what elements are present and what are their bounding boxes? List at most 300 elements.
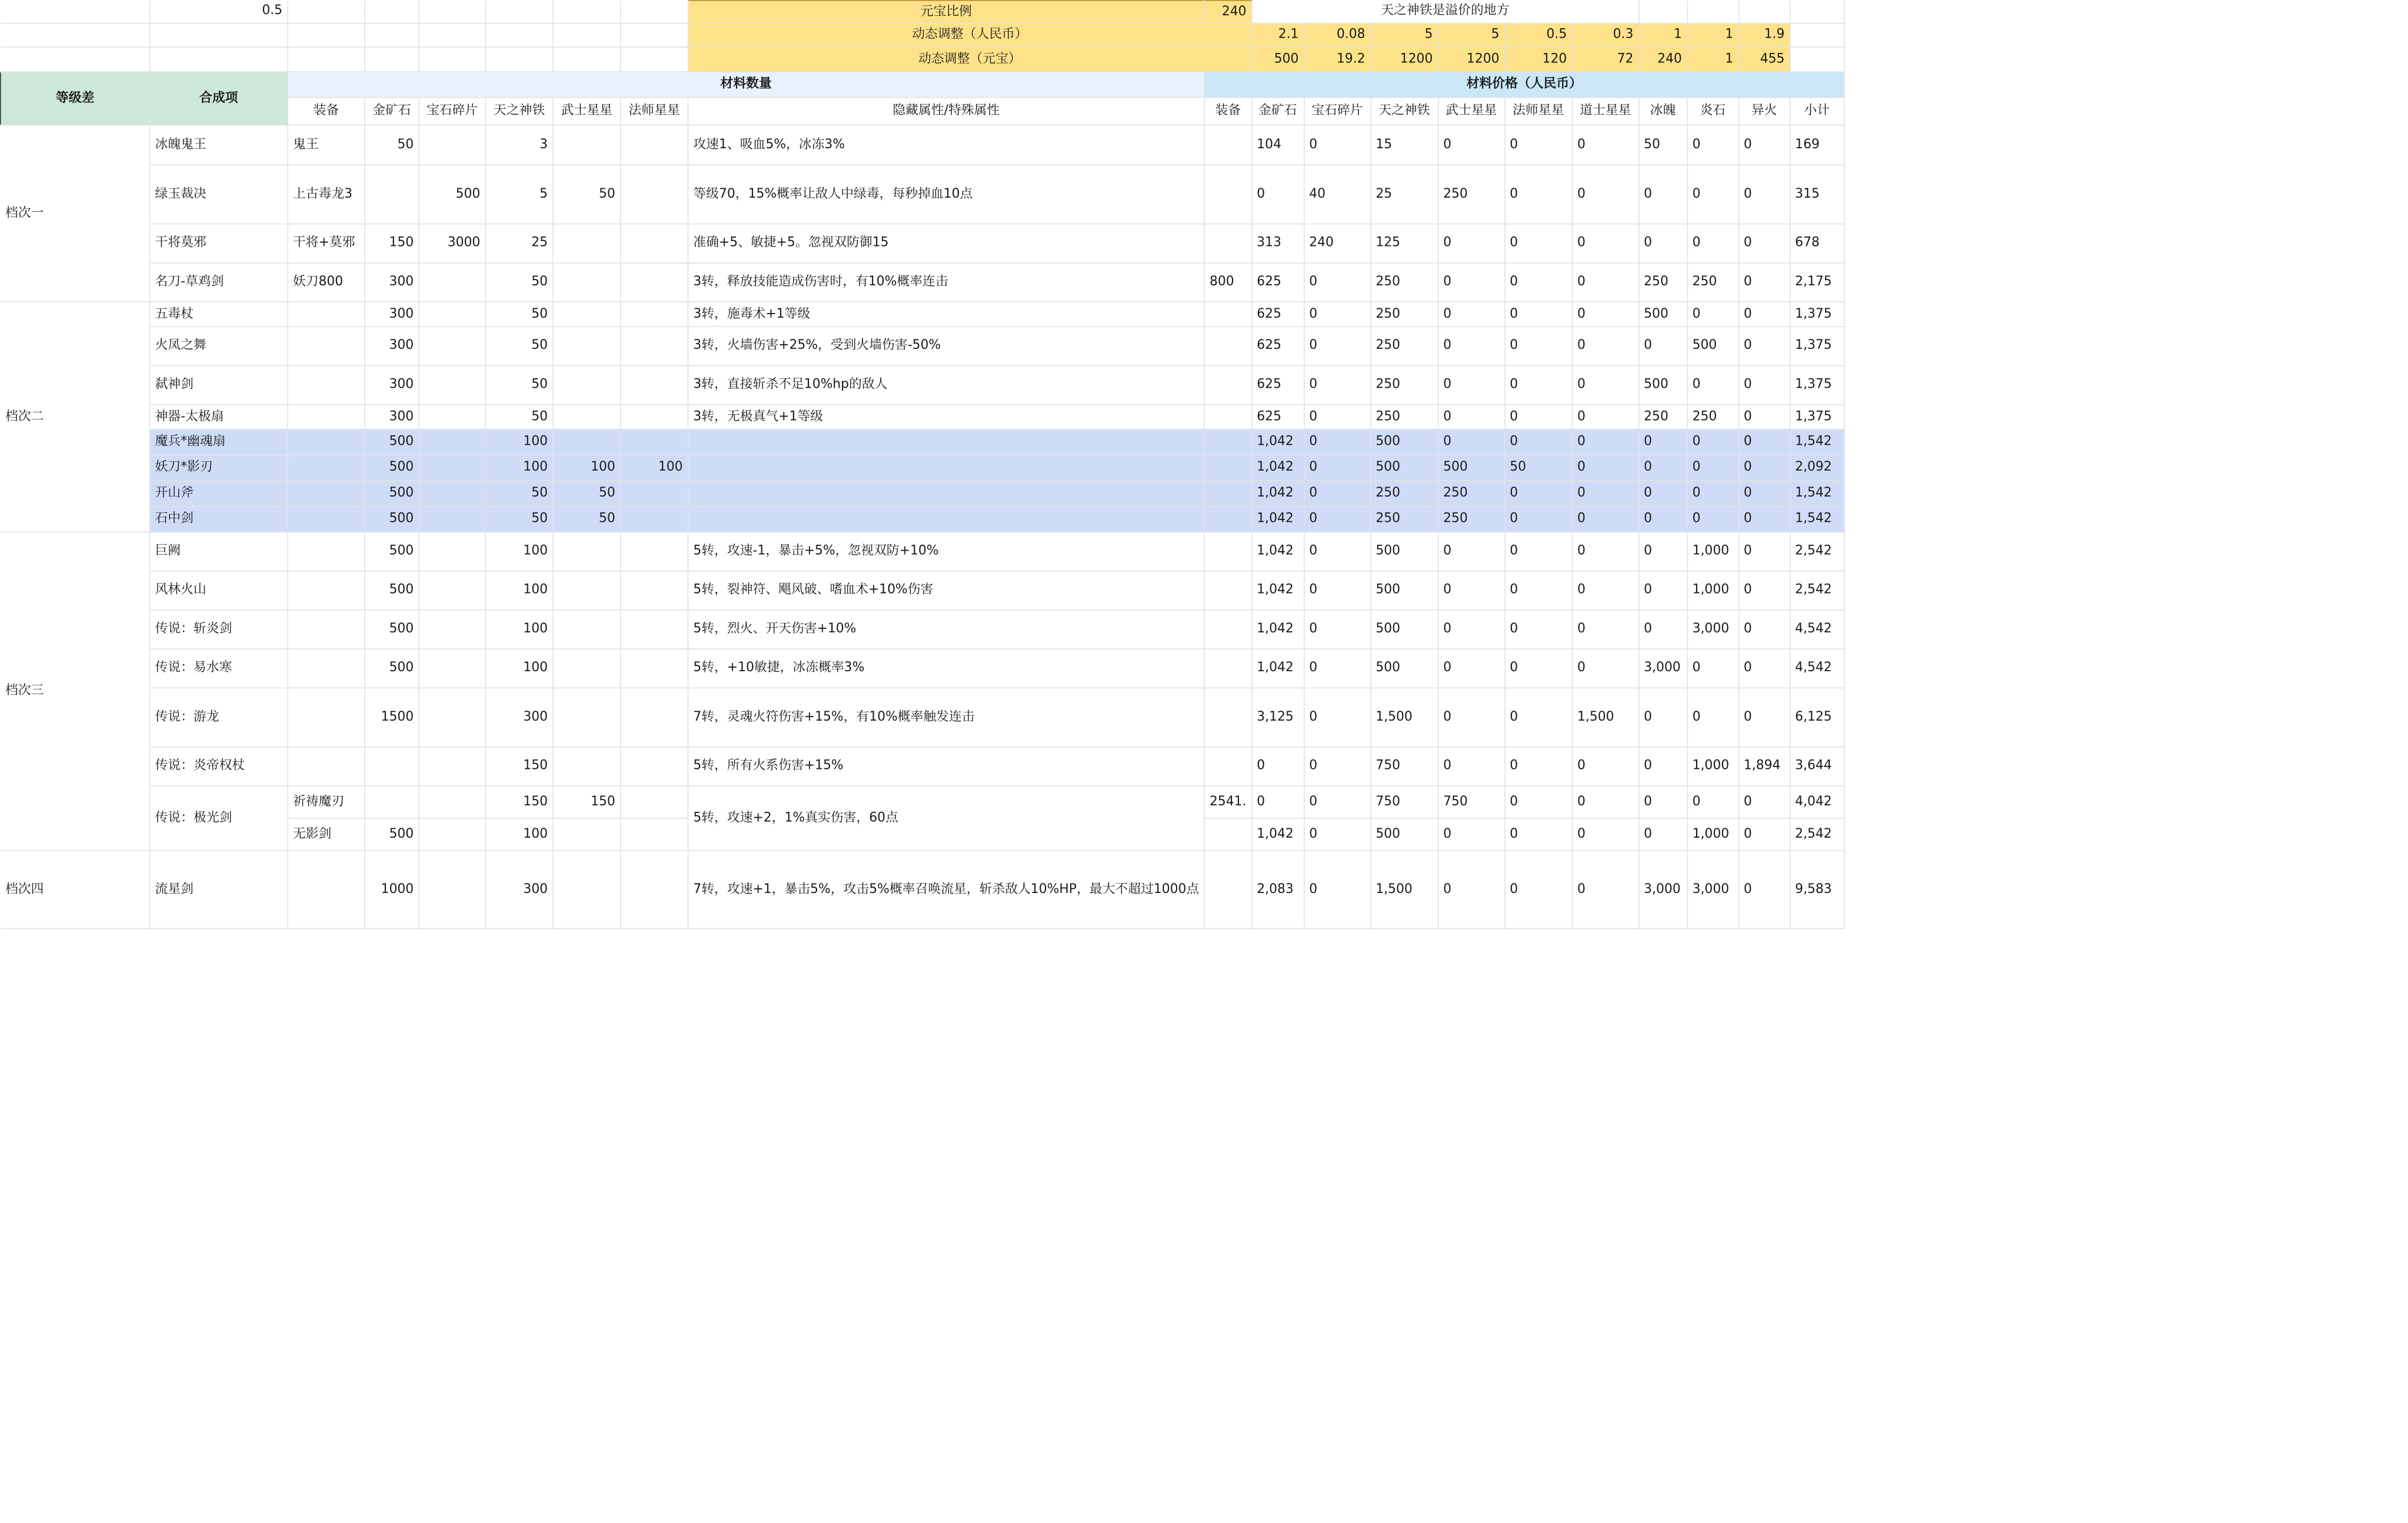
qty-iron[interactable]: 100 [485, 571, 553, 610]
price-cell[interactable]: 0 [1687, 649, 1738, 688]
price-cell[interactable]: 0 [1572, 571, 1638, 610]
equip-cell[interactable] [288, 851, 365, 929]
price-cell[interactable]: 0 [1438, 405, 1504, 429]
qty-warrior[interactable]: 50 [553, 481, 621, 506]
price-cell[interactable]: 0 [1438, 851, 1504, 929]
equip-cell[interactable] [288, 366, 365, 405]
price-cell[interactable]: 1,042 [1251, 649, 1304, 688]
price-cell[interactable]: 0 [1504, 532, 1572, 571]
tier-label[interactable]: 档次二 [1, 302, 150, 532]
price-cell[interactable]: 0 [1572, 786, 1638, 818]
qty-mage[interactable] [621, 263, 688, 302]
price-cell[interactable]: 0 [1304, 532, 1370, 571]
price-cell[interactable]: 250 [1638, 405, 1687, 429]
price-cell[interactable]: 0 [1687, 506, 1738, 532]
price-cell[interactable]: 0 [1504, 851, 1572, 929]
price-col-header[interactable]: 异火 [1738, 98, 1790, 125]
price-col-header[interactable]: 装备 [1204, 98, 1251, 125]
price-cell[interactable]: 0 [1438, 818, 1504, 851]
qty-iron[interactable]: 150 [485, 786, 553, 818]
price-cell[interactable]: 0 [1304, 326, 1370, 365]
cell[interactable] [1790, 24, 1844, 47]
price-cell[interactable]: 0 [1738, 263, 1790, 302]
price-cell[interactable]: 0 [1304, 747, 1370, 786]
rmb-adjust-value[interactable]: 0.3 [1572, 24, 1638, 47]
price-equip[interactable] [1204, 571, 1251, 610]
price-cell[interactable]: 0 [1304, 571, 1370, 610]
price-col-header[interactable]: 宝石碎片 [1304, 98, 1370, 125]
equip-cell[interactable]: 鬼王 [288, 125, 365, 165]
qty-iron[interactable]: 300 [485, 851, 553, 929]
price-cell[interactable]: 0 [1504, 506, 1572, 532]
equip-cell[interactable] [288, 649, 365, 688]
rmb-adjust-value[interactable]: 5 [1438, 24, 1504, 47]
synth-item[interactable]: 传说：斩炎剑 [150, 610, 288, 649]
rmb-adjust-value[interactable]: 1 [1687, 24, 1738, 47]
cell[interactable] [1, 24, 150, 47]
price-equip[interactable] [1204, 405, 1251, 429]
price-cell[interactable]: 1,000 [1687, 532, 1738, 571]
price-cell[interactable]: 500 [1638, 366, 1687, 405]
equip-cell[interactable] [288, 571, 365, 610]
qty-gold[interactable]: 300 [365, 405, 419, 429]
attr-cell[interactable] [688, 455, 1204, 481]
qty-warrior[interactable] [553, 263, 621, 302]
price-cell[interactable]: 0 [1572, 263, 1638, 302]
equip-cell[interactable] [288, 747, 365, 786]
price-cell[interactable]: 0 [1572, 366, 1638, 405]
cell[interactable] [485, 24, 553, 47]
price-cell[interactable]: 0 [1438, 610, 1504, 649]
price-cell[interactable]: 0 [1504, 429, 1572, 455]
price-cell[interactable]: 250 [1687, 263, 1738, 302]
synth-item[interactable]: 火凤之舞 [150, 326, 288, 365]
qty-col-header[interactable]: 武士星星 [553, 98, 621, 125]
qty-gem[interactable] [419, 851, 485, 929]
price-cell[interactable]: 0 [1738, 688, 1790, 746]
qty-warrior[interactable]: 150 [553, 786, 621, 818]
price-cell[interactable]: 0 [1687, 786, 1738, 818]
header-level-diff[interactable]: 等级差 [1, 72, 150, 125]
price-cell[interactable]: 104 [1251, 125, 1304, 165]
price-cell[interactable]: 1,542 [1790, 429, 1844, 455]
price-equip[interactable] [1204, 688, 1251, 746]
synth-item[interactable]: 神器-太极扇 [150, 405, 288, 429]
price-cell[interactable]: 0 [1638, 224, 1687, 263]
qty-gem[interactable] [419, 818, 485, 851]
rmb-adjust-label[interactable]: 动态调整（人民币） [688, 24, 1251, 47]
price-cell[interactable]: 250 [1370, 506, 1438, 532]
price-equip[interactable]: 800 [1204, 263, 1251, 302]
price-equip[interactable] [1204, 125, 1251, 165]
equip-cell[interactable] [288, 302, 365, 326]
yb-adjust-value[interactable]: 19.2 [1304, 47, 1370, 72]
price-cell[interactable]: 625 [1251, 326, 1304, 365]
attr-cell[interactable]: 7转，攻速+1，暴击5%，攻击5%概率召唤流星，斩杀敌人10%HP，最大不超过1000点 [688, 851, 1204, 929]
price-cell[interactable]: 0 [1687, 125, 1738, 165]
qty-warrior[interactable]: 100 [553, 455, 621, 481]
price-cell[interactable]: 3,000 [1638, 649, 1687, 688]
price-cell[interactable]: 0 [1504, 649, 1572, 688]
price-cell[interactable]: 0 [1687, 366, 1738, 405]
price-cell[interactable]: 250 [1370, 366, 1438, 405]
qty-mage[interactable] [621, 405, 688, 429]
qty-gold[interactable]: 300 [365, 326, 419, 365]
price-cell[interactable]: 0 [1304, 649, 1370, 688]
equip-cell[interactable] [288, 610, 365, 649]
qty-gold[interactable] [365, 786, 419, 818]
price-cell[interactable]: 0 [1687, 302, 1738, 326]
qty-mage[interactable] [621, 786, 688, 818]
cell[interactable] [419, 47, 485, 72]
equip-cell[interactable] [288, 506, 365, 532]
qty-iron[interactable]: 50 [485, 506, 553, 532]
price-cell[interactable]: 0 [1572, 818, 1638, 851]
qty-iron[interactable]: 150 [485, 747, 553, 786]
attr-cell[interactable]: 3转，直接斩杀不足10%hp的敌人 [688, 366, 1204, 405]
price-cell[interactable]: 1,042 [1251, 571, 1304, 610]
qty-mage[interactable] [621, 747, 688, 786]
price-cell[interactable]: 250 [1438, 165, 1504, 224]
price-cell[interactable]: 0 [1504, 571, 1572, 610]
price-cell[interactable]: 0 [1251, 786, 1304, 818]
attr-cell[interactable]: 5转，裂神符、飓风破、嗜血术+10%伤害 [688, 571, 1204, 610]
qty-gold[interactable]: 500 [365, 610, 419, 649]
qty-warrior[interactable] [553, 405, 621, 429]
price-equip[interactable] [1204, 165, 1251, 224]
price-cell[interactable]: 678 [1790, 224, 1844, 263]
qty-gold[interactable]: 500 [365, 649, 419, 688]
price-equip[interactable] [1204, 851, 1251, 929]
qty-gold[interactable]: 500 [365, 532, 419, 571]
price-cell[interactable]: 0 [1572, 405, 1638, 429]
rmb-adjust-value[interactable]: 0.08 [1304, 24, 1370, 47]
price-cell[interactable]: 1,000 [1687, 747, 1738, 786]
qty-gem[interactable] [419, 747, 485, 786]
price-cell[interactable]: 0 [1738, 326, 1790, 365]
price-cell[interactable]: 0 [1504, 366, 1572, 405]
price-cell[interactable]: 0 [1572, 506, 1638, 532]
price-cell[interactable]: 0 [1504, 165, 1572, 224]
attr-cell[interactable] [688, 429, 1204, 455]
price-cell[interactable]: 0 [1304, 366, 1370, 405]
synth-item[interactable]: 传说：易水寒 [150, 649, 288, 688]
price-cell[interactable]: 4,542 [1790, 649, 1844, 688]
qty-gem[interactable] [419, 649, 485, 688]
price-cell[interactable]: 625 [1251, 366, 1304, 405]
rmb-adjust-value[interactable]: 2.1 [1251, 24, 1304, 47]
price-cell[interactable]: 500 [1370, 649, 1438, 688]
note-cell[interactable]: 天之神铁是溢价的地方 [1251, 1, 1638, 24]
price-cell[interactable]: 0 [1304, 506, 1370, 532]
price-cell[interactable]: 4,042 [1790, 786, 1844, 818]
qty-gem[interactable] [419, 506, 485, 532]
price-cell[interactable]: 3,000 [1687, 851, 1738, 929]
price-cell[interactable]: 0 [1738, 610, 1790, 649]
qty-iron[interactable]: 100 [485, 818, 553, 851]
price-cell[interactable]: 1,042 [1251, 481, 1304, 506]
price-cell[interactable]: 0 [1638, 481, 1687, 506]
price-cell[interactable]: 750 [1438, 786, 1504, 818]
synth-item[interactable]: 石中剑 [150, 506, 288, 532]
price-cell[interactable]: 500 [1370, 571, 1438, 610]
qty-gem[interactable] [419, 125, 485, 165]
price-cell[interactable]: 2,175 [1790, 263, 1844, 302]
yb-adjust-value[interactable]: 72 [1572, 47, 1638, 72]
price-cell[interactable]: 500 [1370, 429, 1438, 455]
price-cell[interactable]: 0 [1738, 366, 1790, 405]
attr-cell[interactable]: 3转，施毒术+1等级 [688, 302, 1204, 326]
price-cell[interactable]: 0 [1572, 165, 1638, 224]
yb-adjust-value[interactable]: 120 [1504, 47, 1572, 72]
price-cell[interactable]: 0 [1687, 165, 1738, 224]
price-cell[interactable]: 0 [1304, 851, 1370, 929]
price-cell[interactable]: 2,542 [1790, 818, 1844, 851]
price-cell[interactable]: 0 [1572, 649, 1638, 688]
price-cell[interactable]: 0 [1738, 125, 1790, 165]
cell[interactable] [1790, 47, 1844, 72]
yb-adjust-value[interactable]: 455 [1738, 47, 1790, 72]
qty-warrior[interactable] [553, 851, 621, 929]
price-cell[interactable]: 250 [1438, 481, 1504, 506]
qty-gem[interactable] [419, 571, 485, 610]
price-cell[interactable]: 0 [1438, 747, 1504, 786]
price-cell[interactable]: 250 [1370, 263, 1438, 302]
price-col-header[interactable]: 小计 [1790, 98, 1844, 125]
cell[interactable] [419, 1, 485, 24]
qty-iron[interactable]: 50 [485, 326, 553, 365]
tier-label[interactable]: 档次三 [1, 532, 150, 850]
qty-gem[interactable] [419, 302, 485, 326]
qty-gem[interactable] [419, 366, 485, 405]
qty-warrior[interactable] [553, 649, 621, 688]
synth-item[interactable]: 干将莫邪 [150, 224, 288, 263]
price-cell[interactable]: 1,042 [1251, 429, 1304, 455]
price-cell[interactable]: 0 [1438, 688, 1504, 746]
qty-gold[interactable]: 300 [365, 366, 419, 405]
qty-warrior[interactable] [553, 688, 621, 746]
yb-adjust-value[interactable]: 1200 [1438, 47, 1504, 72]
spreadsheet-grid[interactable] [0, 0, 1844, 929]
attr-cell[interactable]: 准确+5、敏捷+5。忽视双防御15 [688, 224, 1204, 263]
price-cell[interactable]: 625 [1251, 263, 1304, 302]
price-cell[interactable]: 0 [1304, 125, 1370, 165]
price-cell[interactable]: 0 [1304, 405, 1370, 429]
attr-cell[interactable]: 3转，无极真气+1等级 [688, 405, 1204, 429]
price-cell[interactable]: 4,542 [1790, 610, 1844, 649]
price-cell[interactable]: 1,375 [1790, 405, 1844, 429]
price-cell[interactable]: 3,000 [1687, 610, 1738, 649]
qty-iron[interactable]: 5 [485, 165, 553, 224]
price-cell[interactable]: 0 [1504, 224, 1572, 263]
cell[interactable] [553, 1, 621, 24]
price-cell[interactable]: 0 [1504, 481, 1572, 506]
price-cell[interactable]: 625 [1251, 302, 1304, 326]
price-cell[interactable]: 1,894 [1738, 747, 1790, 786]
qty-gold[interactable]: 500 [365, 429, 419, 455]
price-equip[interactable] [1204, 747, 1251, 786]
equip-cell[interactable]: 妖刀800 [288, 263, 365, 302]
price-cell[interactable]: 0 [1438, 263, 1504, 302]
price-cell[interactable]: 0 [1572, 610, 1638, 649]
qty-warrior[interactable] [553, 224, 621, 263]
price-cell[interactable]: 50 [1504, 455, 1572, 481]
qty-iron[interactable]: 50 [485, 481, 553, 506]
price-cell[interactable]: 500 [1638, 302, 1687, 326]
price-cell[interactable]: 0 [1638, 688, 1687, 746]
cell[interactable] [1687, 1, 1738, 24]
qty-mage[interactable] [621, 366, 688, 405]
price-col-header[interactable]: 天之神铁 [1370, 98, 1438, 125]
price-cell[interactable]: 2,092 [1790, 455, 1844, 481]
price-cell[interactable]: 0 [1438, 326, 1504, 365]
price-cell[interactable]: 250 [1370, 481, 1438, 506]
price-cell[interactable]: 0 [1687, 224, 1738, 263]
price-col-header[interactable]: 金矿石 [1251, 98, 1304, 125]
qty-mage[interactable] [621, 326, 688, 365]
price-cell[interactable]: 1,500 [1370, 688, 1438, 746]
qty-gem[interactable] [419, 455, 485, 481]
qty-mage[interactable] [621, 649, 688, 688]
price-equip[interactable] [1204, 455, 1251, 481]
price-cell[interactable]: 1,542 [1790, 506, 1844, 532]
price-cell[interactable]: 0 [1504, 125, 1572, 165]
price-cell[interactable]: 750 [1370, 786, 1438, 818]
price-cell[interactable]: 0 [1687, 455, 1738, 481]
qty-mage[interactable]: 100 [621, 455, 688, 481]
cell[interactable] [485, 47, 553, 72]
price-cell[interactable]: 0 [1738, 165, 1790, 224]
price-cell[interactable]: 1,042 [1251, 818, 1304, 851]
rmb-adjust-value[interactable]: 1.9 [1738, 24, 1790, 47]
qty-col-header[interactable]: 金矿石 [365, 98, 419, 125]
price-cell[interactable]: 1,042 [1251, 610, 1304, 649]
price-cell[interactable]: 250 [1370, 326, 1438, 365]
qty-mage[interactable] [621, 571, 688, 610]
qty-iron[interactable]: 100 [485, 610, 553, 649]
price-cell[interactable]: 0 [1638, 455, 1687, 481]
price-cell[interactable]: 9,583 [1790, 851, 1844, 929]
cell[interactable] [621, 24, 688, 47]
price-cell[interactable]: 0 [1572, 455, 1638, 481]
ratio-value[interactable]: 240 [1204, 1, 1251, 24]
price-cell[interactable]: 0 [1504, 747, 1572, 786]
price-cell[interactable]: 2,083 [1251, 851, 1304, 929]
qty-iron[interactable]: 100 [485, 455, 553, 481]
qty-iron[interactable]: 100 [485, 649, 553, 688]
price-cell[interactable]: 1,500 [1572, 688, 1638, 746]
equip-cell[interactable] [288, 688, 365, 746]
qty-warrior[interactable]: 50 [553, 165, 621, 224]
price-cell[interactable]: 0 [1638, 610, 1687, 649]
price-equip[interactable] [1204, 224, 1251, 263]
price-cell[interactable]: 500 [1438, 455, 1504, 481]
price-col-header[interactable]: 炎石 [1687, 98, 1738, 125]
qty-gem[interactable] [419, 263, 485, 302]
qty-gem[interactable] [419, 786, 485, 818]
equip-cell[interactable]: 无影剑 [288, 818, 365, 851]
synth-item[interactable]: 妖刀*影刃 [150, 455, 288, 481]
price-cell[interactable]: 0 [1638, 165, 1687, 224]
qty-warrior[interactable] [553, 610, 621, 649]
price-cell[interactable]: 0 [1438, 224, 1504, 263]
tier-label[interactable]: 档次四 [1, 851, 150, 929]
qty-warrior[interactable] [553, 818, 621, 851]
price-cell[interactable]: 0 [1738, 851, 1790, 929]
qty-warrior[interactable] [553, 532, 621, 571]
price-cell[interactable]: 0 [1438, 429, 1504, 455]
price-cell[interactable]: 250 [1438, 506, 1504, 532]
price-cell[interactable]: 1,375 [1790, 302, 1844, 326]
price-cell[interactable]: 0 [1738, 506, 1790, 532]
price-cell[interactable]: 0 [1738, 532, 1790, 571]
price-cell[interactable]: 0 [1572, 747, 1638, 786]
cell[interactable] [1790, 1, 1844, 24]
qty-warrior[interactable] [553, 571, 621, 610]
rmb-adjust-value[interactable]: 5 [1370, 24, 1438, 47]
price-equip[interactable] [1204, 506, 1251, 532]
cell[interactable] [485, 1, 553, 24]
price-equip[interactable] [1204, 366, 1251, 405]
price-cell[interactable]: 0 [1438, 125, 1504, 165]
qty-gem[interactable] [419, 326, 485, 365]
price-cell[interactable]: 2,542 [1790, 571, 1844, 610]
qty-gold[interactable]: 500 [365, 506, 419, 532]
price-cell[interactable]: 125 [1370, 224, 1438, 263]
qty-iron[interactable]: 300 [485, 688, 553, 746]
qty-gem[interactable] [419, 429, 485, 455]
qty-mage[interactable] [621, 610, 688, 649]
qty-warrior[interactable] [553, 125, 621, 165]
qty-warrior[interactable] [553, 429, 621, 455]
price-cell[interactable]: 1,000 [1687, 571, 1738, 610]
price-col-header[interactable]: 法师星星 [1504, 98, 1572, 125]
equip-cell[interactable]: 干将+莫邪 [288, 224, 365, 263]
qty-warrior[interactable] [553, 302, 621, 326]
equip-cell[interactable] [288, 405, 365, 429]
price-cell[interactable]: 250 [1687, 405, 1738, 429]
attr-cell[interactable] [688, 506, 1204, 532]
price-equip[interactable] [1204, 429, 1251, 455]
price-cell[interactable]: 500 [1370, 455, 1438, 481]
price-cell[interactable]: 250 [1638, 263, 1687, 302]
cell[interactable] [1638, 1, 1687, 24]
cell[interactable] [621, 1, 688, 24]
qty-iron[interactable]: 3 [485, 125, 553, 165]
price-cell[interactable]: 0 [1572, 429, 1638, 455]
qty-mage[interactable] [621, 688, 688, 746]
price-cell[interactable]: 0 [1304, 481, 1370, 506]
equip-cell[interactable] [288, 429, 365, 455]
price-cell[interactable]: 6,125 [1790, 688, 1844, 746]
qty-col-header[interactable]: 天之神铁 [485, 98, 553, 125]
qty-gem[interactable]: 500 [419, 165, 485, 224]
cell[interactable] [288, 47, 365, 72]
header-synth[interactable]: 合成项 [150, 72, 288, 125]
attr-cell[interactable]: 7转，灵魂火符伤害+15%，有10%概率触发连击 [688, 688, 1204, 746]
price-equip[interactable] [1204, 818, 1251, 851]
qty-gold[interactable]: 500 [365, 455, 419, 481]
price-equip[interactable] [1204, 610, 1251, 649]
price-cell[interactable]: 500 [1370, 818, 1438, 851]
qty-gold[interactable]: 500 [365, 481, 419, 506]
price-cell[interactable]: 0 [1438, 302, 1504, 326]
price-cell[interactable]: 250 [1370, 302, 1438, 326]
price-cell[interactable]: 625 [1251, 405, 1304, 429]
attr-cell[interactable]: 攻速1、吸血5%，冰冻3% [688, 125, 1204, 165]
price-cell[interactable]: 0 [1738, 818, 1790, 851]
yb-adjust-label[interactable]: 动态调整（元宝） [688, 47, 1251, 72]
